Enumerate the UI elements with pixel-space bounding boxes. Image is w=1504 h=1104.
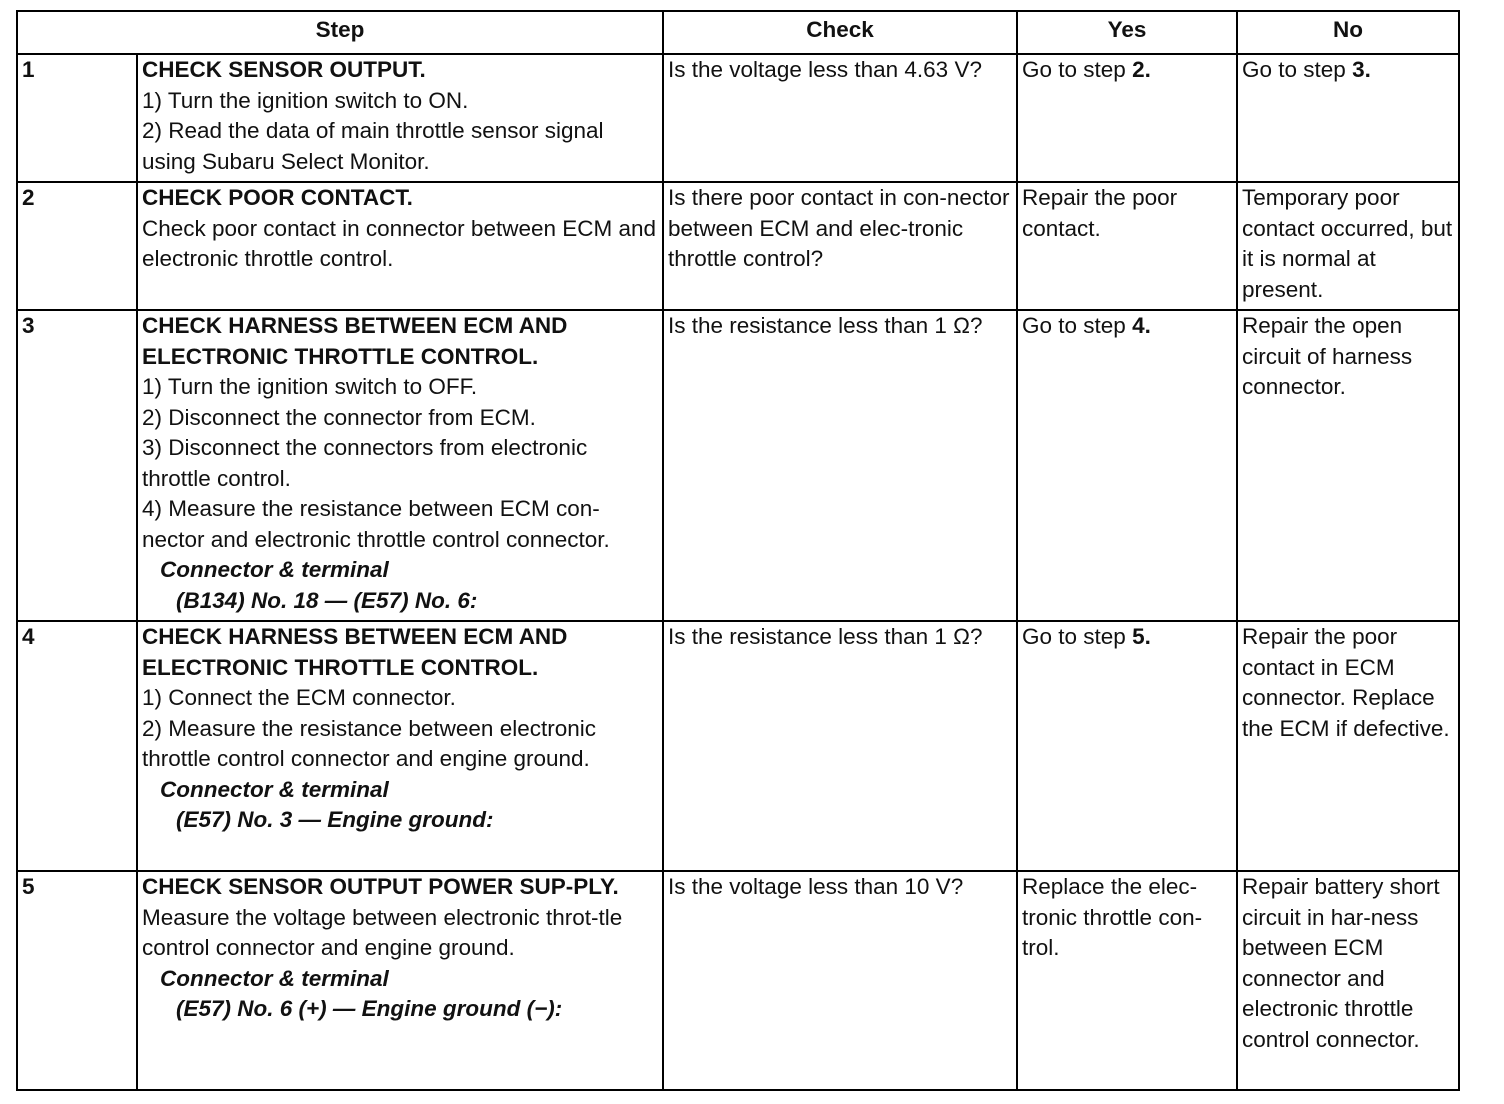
step-line: Measure the voltage between electronic throt-tle control connector and engine ground. xyxy=(142,904,623,960)
table-row xyxy=(17,621,1459,871)
connector-label: Connector & terminal xyxy=(160,965,389,991)
table-row xyxy=(17,54,1459,182)
no-cell: Repair the poor contact in ECM connector. Replace the ECM if defective. xyxy=(1237,621,1459,871)
yes-text: Go to step xyxy=(1022,57,1133,82)
yes-step-ref: 5. xyxy=(1132,624,1151,649)
step-title: CHECK POOR CONTACT. xyxy=(142,185,413,210)
step-line: 1) Turn the ignition switch to ON. xyxy=(142,87,469,113)
step-line: 2) Disconnect the connector from ECM. xyxy=(142,404,536,430)
header-no: No xyxy=(1237,11,1459,54)
no-cell: Repair battery short circuit in har-ness between ECM connector and electronic throttle control connector. xyxy=(1237,871,1459,1090)
step-title: CHECK SENSOR OUTPUT POWER SUP-PLY. xyxy=(142,874,619,899)
step-cell xyxy=(137,621,663,871)
step-cell xyxy=(137,871,663,1090)
step-title: CHECK HARNESS BETWEEN ECM AND ELECTRONIC THROTTLE CONTROL. xyxy=(142,313,568,369)
diagnostic-table xyxy=(16,10,1460,1091)
yes-cell: Repair the poor contact. xyxy=(1017,182,1237,310)
header-row xyxy=(17,11,1459,54)
table-row xyxy=(17,182,1459,310)
step-line: 4) Measure the resistance between ECM con-nector and electronic throttle control connector. xyxy=(142,496,610,552)
no-step-ref: 3. xyxy=(1352,57,1371,82)
connector-terminal: (E57) No. 3 — Engine ground: xyxy=(176,807,494,832)
step-number: 3 xyxy=(17,310,137,621)
step-number: 2 xyxy=(17,182,137,310)
step-title: CHECK HARNESS BETWEEN ECM AND ELECTRONIC THROTTLE CONTROL. xyxy=(142,624,568,680)
step-line: 1) Connect the ECM connector. xyxy=(142,685,456,710)
yes-cell: Replace the elec-tronic throttle con-trol. xyxy=(1017,871,1237,1090)
no-cell: Repair the open circuit of harness connector. xyxy=(1237,310,1459,621)
step-number: 4 xyxy=(17,621,137,871)
step-cell xyxy=(137,182,663,310)
header-check: Check xyxy=(663,11,1017,54)
yes-step-ref: 2. xyxy=(1132,57,1151,82)
header-yes: Yes xyxy=(1017,11,1237,54)
yes-cell xyxy=(1017,310,1237,621)
no-cell: Temporary poor contact occurred, but it is normal at present. xyxy=(1237,182,1459,310)
step-number: 5 xyxy=(17,871,137,1090)
connector-terminal: (B134) No. 18 — (E57) No. 6: xyxy=(176,587,478,613)
step-line: 1) Turn the ignition switch to OFF. xyxy=(142,374,478,399)
step-title: CHECK SENSOR OUTPUT. xyxy=(142,57,426,82)
no-text: Go to step xyxy=(1242,57,1353,82)
check-cell: Is the voltage less than 4.63 V? xyxy=(663,54,1017,182)
step-cell xyxy=(137,54,663,182)
connector-terminal: (E57) No. 6 (+) — Engine ground (−): xyxy=(176,996,563,1021)
table-row xyxy=(17,871,1459,1090)
step-line: 3) Disconnect the connectors from electronic throttle control. xyxy=(142,435,588,491)
check-cell: Is the resistance less than 1 Ω? xyxy=(663,310,1017,621)
check-cell: Is the voltage less than 10 V? xyxy=(663,871,1017,1090)
connector-label: Connector & terminal xyxy=(160,776,389,802)
step-line: Check poor contact in connector between ECM and electronic throttle control. xyxy=(142,215,657,271)
step-cell xyxy=(137,310,663,621)
check-cell: Is the resistance less than 1 Ω? xyxy=(663,621,1017,871)
yes-cell xyxy=(1017,621,1237,871)
yes-cell xyxy=(1017,54,1237,182)
table-row xyxy=(17,310,1459,621)
step-number: 1 xyxy=(17,54,137,182)
connector-label: Connector & terminal xyxy=(160,557,389,582)
yes-text: Go to step xyxy=(1022,624,1133,649)
yes-text: Go to step xyxy=(1022,313,1133,338)
yes-step-ref: 4. xyxy=(1132,313,1151,338)
step-line: 2) Measure the resistance between electronic throttle control connector and engine ground. xyxy=(142,715,596,771)
check-cell: Is there poor contact in con-nector between ECM and elec-tronic throttle control? xyxy=(663,182,1017,310)
step-line: 2) Read the data of main throttle sensor signal using Subaru Select Monitor. xyxy=(142,118,604,174)
header-step: Step xyxy=(17,11,663,54)
no-cell xyxy=(1237,54,1459,182)
